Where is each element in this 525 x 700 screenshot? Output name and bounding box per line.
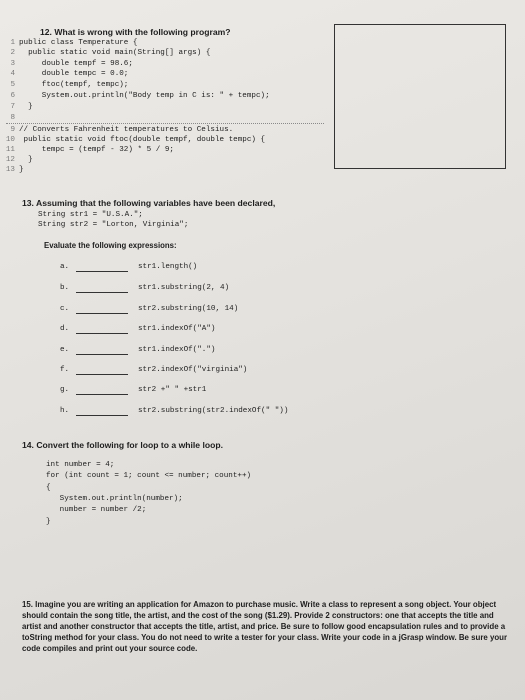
code-line: public class Temperature { [19, 39, 138, 47]
item-expression: str1.indexOf(".") [138, 346, 216, 354]
code-line: double tempc = 0.0; [19, 70, 129, 78]
item-letter: e. [60, 346, 70, 354]
answer-blank [76, 292, 128, 293]
code-line: // Converts Fahrenheit temperatures to Celsius. [19, 126, 234, 134]
line-number: 4 [10, 70, 15, 78]
line-number: 5 [10, 81, 15, 89]
expression-item-e [60, 346, 340, 358]
item-letter: h. [60, 407, 70, 415]
q15-prompt: 15. Imagine you are writing an application for Amazon to purchase music. Write a class to represent a song object. Your object should contain the song title, the artist, and the cost of the song ($1.29). Provide 2 constructors: one that accepts the title and artist and another constructor that accepts the title, artist, and price. Be sure to follow good encapsulation rules and to provide a toString method for your class. You do not need to write a tester for your class. Write your code in a jGrasp window. Be sure your code compiles and print out your source code. [22, 600, 508, 653]
q12-answer-box [334, 24, 506, 169]
item-letter: f. [60, 366, 70, 374]
q14-code-line: } [46, 518, 51, 526]
item-letter: g. [60, 386, 70, 394]
q14-code-line: for (int count = 1; count <= number; count++) [46, 472, 252, 480]
q14-code-line: number = number /2; [46, 506, 147, 514]
q13-declaration-str2: String str2 = "Lorton, Virginia"; [38, 221, 189, 229]
line-number: 3 [10, 60, 15, 68]
line-number: 11 [5, 146, 15, 154]
expression-item-h [60, 407, 340, 419]
expression-item-a [60, 263, 340, 275]
line-number: 2 [10, 49, 15, 57]
item-letter: d. [60, 325, 70, 333]
line-number: 7 [10, 103, 15, 111]
answer-blank [76, 313, 128, 314]
q13-title: 13. Assuming that the following variables have been declared, [22, 198, 276, 208]
answer-blank [76, 354, 128, 355]
item-letter: c. [60, 305, 70, 313]
expression-item-c [60, 305, 340, 317]
line-number: 8 [10, 114, 15, 122]
item-expression: str1.indexOf("A") [138, 325, 216, 333]
code-line: } [19, 166, 24, 174]
code-line: } [19, 156, 33, 164]
answer-blank [76, 271, 128, 272]
q14-code-line: { [46, 484, 51, 492]
code-line: System.out.println("Body temp in C is: " + tempc); [19, 92, 270, 100]
q14-code-line: int number = 4; [46, 461, 115, 469]
code-line: } [19, 103, 33, 111]
expression-item-b [60, 284, 340, 296]
code-line: ftoc(tempf, tempc); [19, 81, 129, 89]
code-line: tempc = (tempf - 32) * 5 / 9; [19, 146, 174, 154]
item-letter: a. [60, 263, 70, 271]
q14-title: 14. Convert the following for loop to a while loop. [22, 440, 223, 450]
answer-blank [76, 333, 128, 334]
q13-declaration-str1: String str1 = "U.S.A."; [38, 211, 143, 219]
item-expression: str2.substring(10, 14) [138, 305, 239, 313]
expression-item-d [60, 325, 340, 337]
code-divider [6, 123, 324, 124]
line-number: 1 [10, 39, 15, 47]
item-expression: str1.length() [138, 263, 198, 271]
code-line: double tempf = 98.6; [19, 60, 133, 68]
expression-item-f [60, 366, 340, 378]
q13-instruction: Evaluate the following expressions: [44, 241, 177, 250]
item-expression: str1.substring(2, 4) [138, 284, 230, 292]
line-number: 6 [10, 92, 15, 100]
q14-code-line: System.out.println(number); [46, 495, 183, 503]
line-number: 9 [10, 126, 15, 134]
item-expression: str2.substring(str2.indexOf(" ")) [138, 407, 289, 415]
answer-blank [76, 415, 128, 416]
code-line: public static void ftoc(double tempf, double tempc) { [19, 136, 266, 144]
item-expression: str2 +" " +str1 [138, 386, 207, 394]
item-expression: str2.indexOf("virginia") [138, 366, 248, 374]
q12-title: 12. What is wrong with the following program? [40, 27, 231, 37]
line-number: 10 [5, 136, 15, 144]
line-number: 13 [5, 166, 15, 174]
item-letter: b. [60, 284, 70, 292]
expression-item-g [60, 386, 340, 398]
answer-blank [76, 374, 128, 375]
answer-blank [76, 394, 128, 395]
code-line: public static void main(String[] args) { [19, 49, 211, 57]
line-number: 12 [5, 156, 15, 164]
